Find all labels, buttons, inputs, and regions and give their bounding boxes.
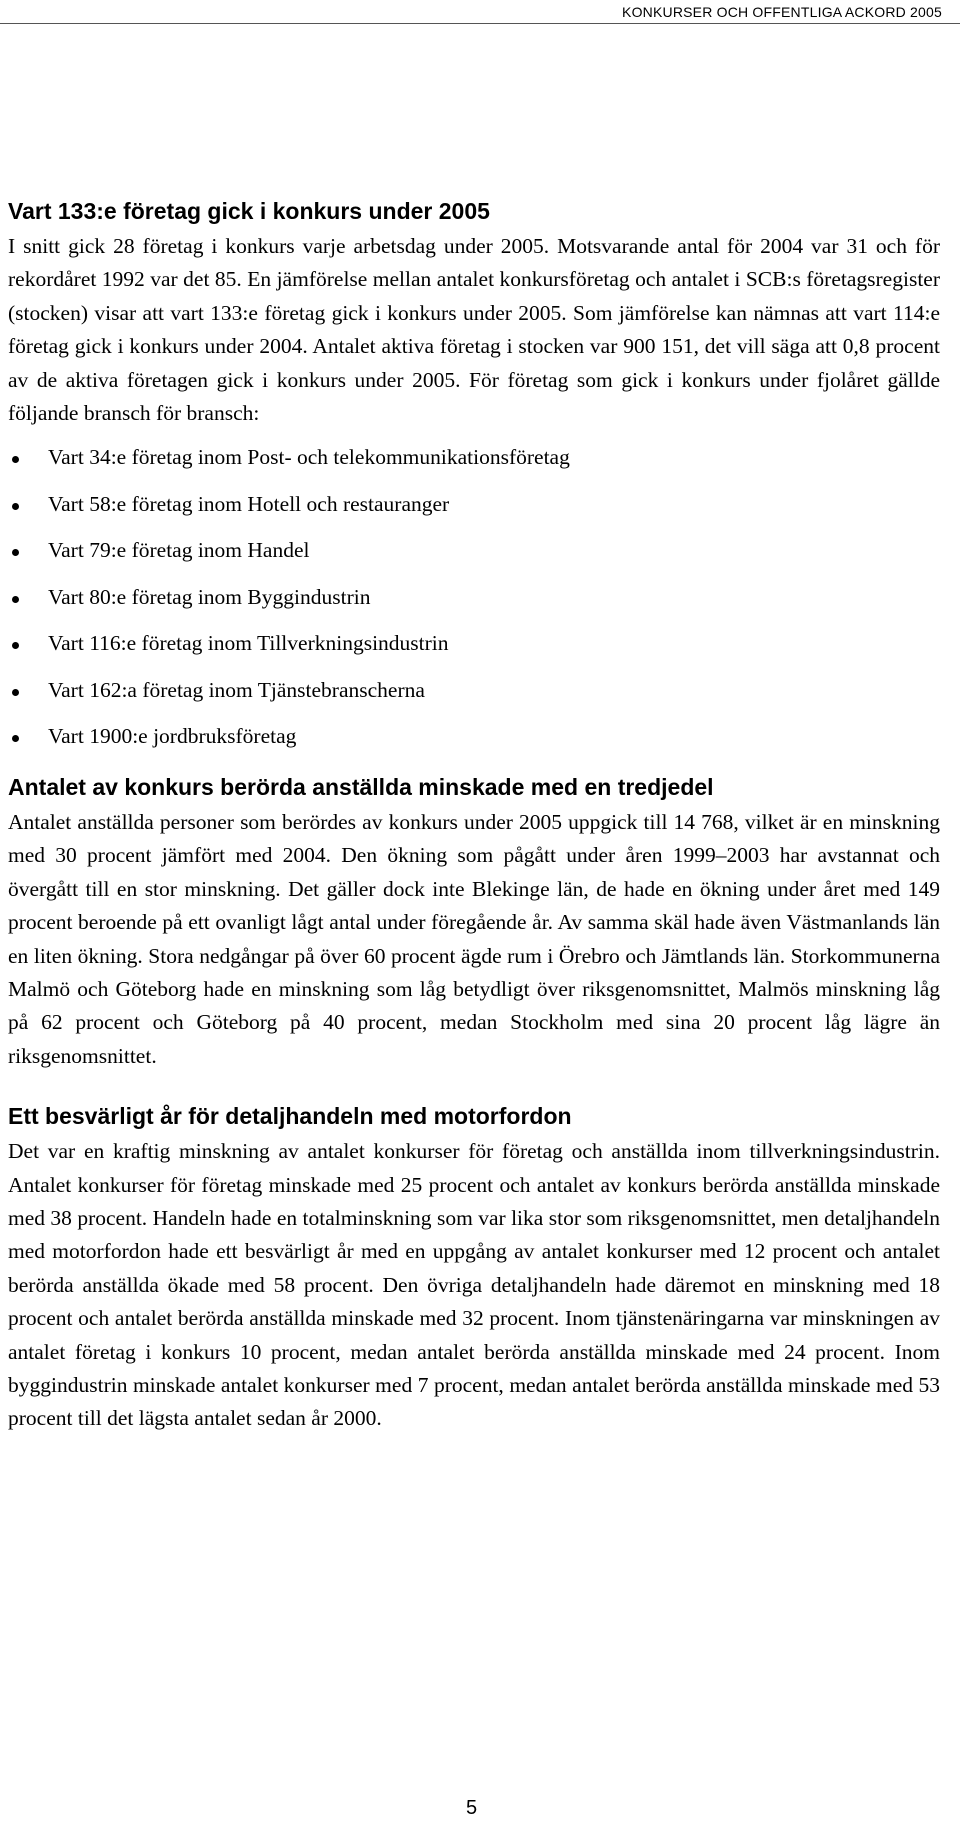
list-item-text: Vart 80:e företag inom Byggindustrin [48, 584, 371, 609]
section-heading: Antalet av konkurs berörda anställda minskade med en tredjedel [8, 773, 714, 800]
running-header: KONKURSER OCH OFFENTLIGA ACKORD 2005 [622, 4, 942, 20]
header-rule [0, 23, 960, 24]
list-item [8, 627, 940, 674]
page-content [8, 196, 940, 1436]
list-item [8, 534, 940, 581]
bullet-icon [12, 503, 19, 510]
list-item-text: Vart 162:a företag inom Tjänstebranscherna [48, 677, 425, 702]
section-paragraph: I snitt gick 28 företag i konkurs varje arbetsdag under 2005. Motsvarande antal för 2004 var 31 och för rekordåret 1992 var det 85. En jämförelse mellan antalet konkursföretag och antalet i SCB:s företagsregister (stocken) visar att vart 133:e företag gick i konkurs under 2005. Som jämförelse kan nämnas att vart 114:e företag gick i konkurs under 2004. Antalet aktiva företag i stocken var 900 151, det vill säga att 0,8 procent av de aktiva företagen gick i konkurs under 2005. För företag som gick i konkurs under fjolåret gällde följande bransch för bransch: [8, 234, 940, 426]
section-heading: Vart 133:e företag gick i konkurs under 2005 [8, 198, 490, 224]
list-item-text: Vart 34:e företag inom Post- och telekommunikationsföretag [48, 445, 570, 470]
list-item-text: Vart 58:e företag inom Hotell och restauranger [48, 491, 450, 516]
list-item [8, 674, 940, 721]
list-item-text: Vart 79:e företag inom Handel [48, 538, 310, 563]
bullet-icon [12, 689, 19, 696]
page-number: 5 [466, 1797, 478, 1819]
list-item-text: Vart 1900:e jordbruksföretag [48, 724, 297, 749]
bullet-icon [12, 735, 19, 742]
section-paragraph: Det var en kraftig minskning av antalet konkurser för företag och anställda inom tillverkningsindustrin. Antalet konkurser för företag minskade med 25 procent och antalet av konkurs berörda anställda minskade med 38 procent. Handeln hade en totalminskning som var lika stor som riksgenomsnittet, men detaljhandeln med motorfordon hade ett besvärligt år med en uppgång av antalet konkurser med 12 procent och antalet berörda anställda ökade med 58 procent. Den övriga detaljhandeln hade däremot en minskning med 18 procent och antalet berörda anställda minskade med 32 procent. Inom tjänstenäringarna var minskningen av antalet företag i konkurs 10 procent, medan antalet berörda anställda minskade med 24 procent. Inom byggindustrin minskade antalet konkurser med 7 procent, medan antalet berörda anställda minskade med 53 procent till det lägsta antalet sedan år 2000. [8, 1139, 940, 1431]
list-item [8, 581, 940, 628]
bullet-icon [12, 549, 19, 556]
list-item [8, 720, 940, 767]
bullet-icon [12, 642, 19, 649]
section-paragraph: Antalet anställda personer som berördes av konkurs under 2005 uppgick till 14 768, vilket är en minskning med 30 procent jämfört med 2004. Den ökning som pågått under åren 1999–2003 har avstannat och övergått till en stor minskning. Det gäller dock inte Blekinge län, de hade en ökning under året med 149 procent beroende på ett ovanligt lågt antal under föregående år. Av samma skäl hade även Västmanlands län en liten ökning. Stora nedgångar på över 60 procent ägde rum i Örebro och Jämtlands län. Storkommunerna Malmö och Göteborg hade en minskning som låg betydligt över riksgenomsnittet, Malmös minskning låg på 62 procent och Göteborg på 40 procent, medan Stockholm med sina 20 procent låg lägre än riksgenomsnittet. [8, 809, 940, 1068]
list-item [8, 488, 940, 535]
bullet-icon [12, 456, 19, 463]
bullet-icon [12, 596, 19, 603]
industry-list [8, 441, 940, 767]
list-item-text: Vart 116:e företag inom Tillverkningsindustrin [48, 631, 449, 656]
section-heading: Ett besvärligt år för detaljhandeln med motorfordon [8, 1103, 572, 1130]
list-item [8, 441, 940, 488]
